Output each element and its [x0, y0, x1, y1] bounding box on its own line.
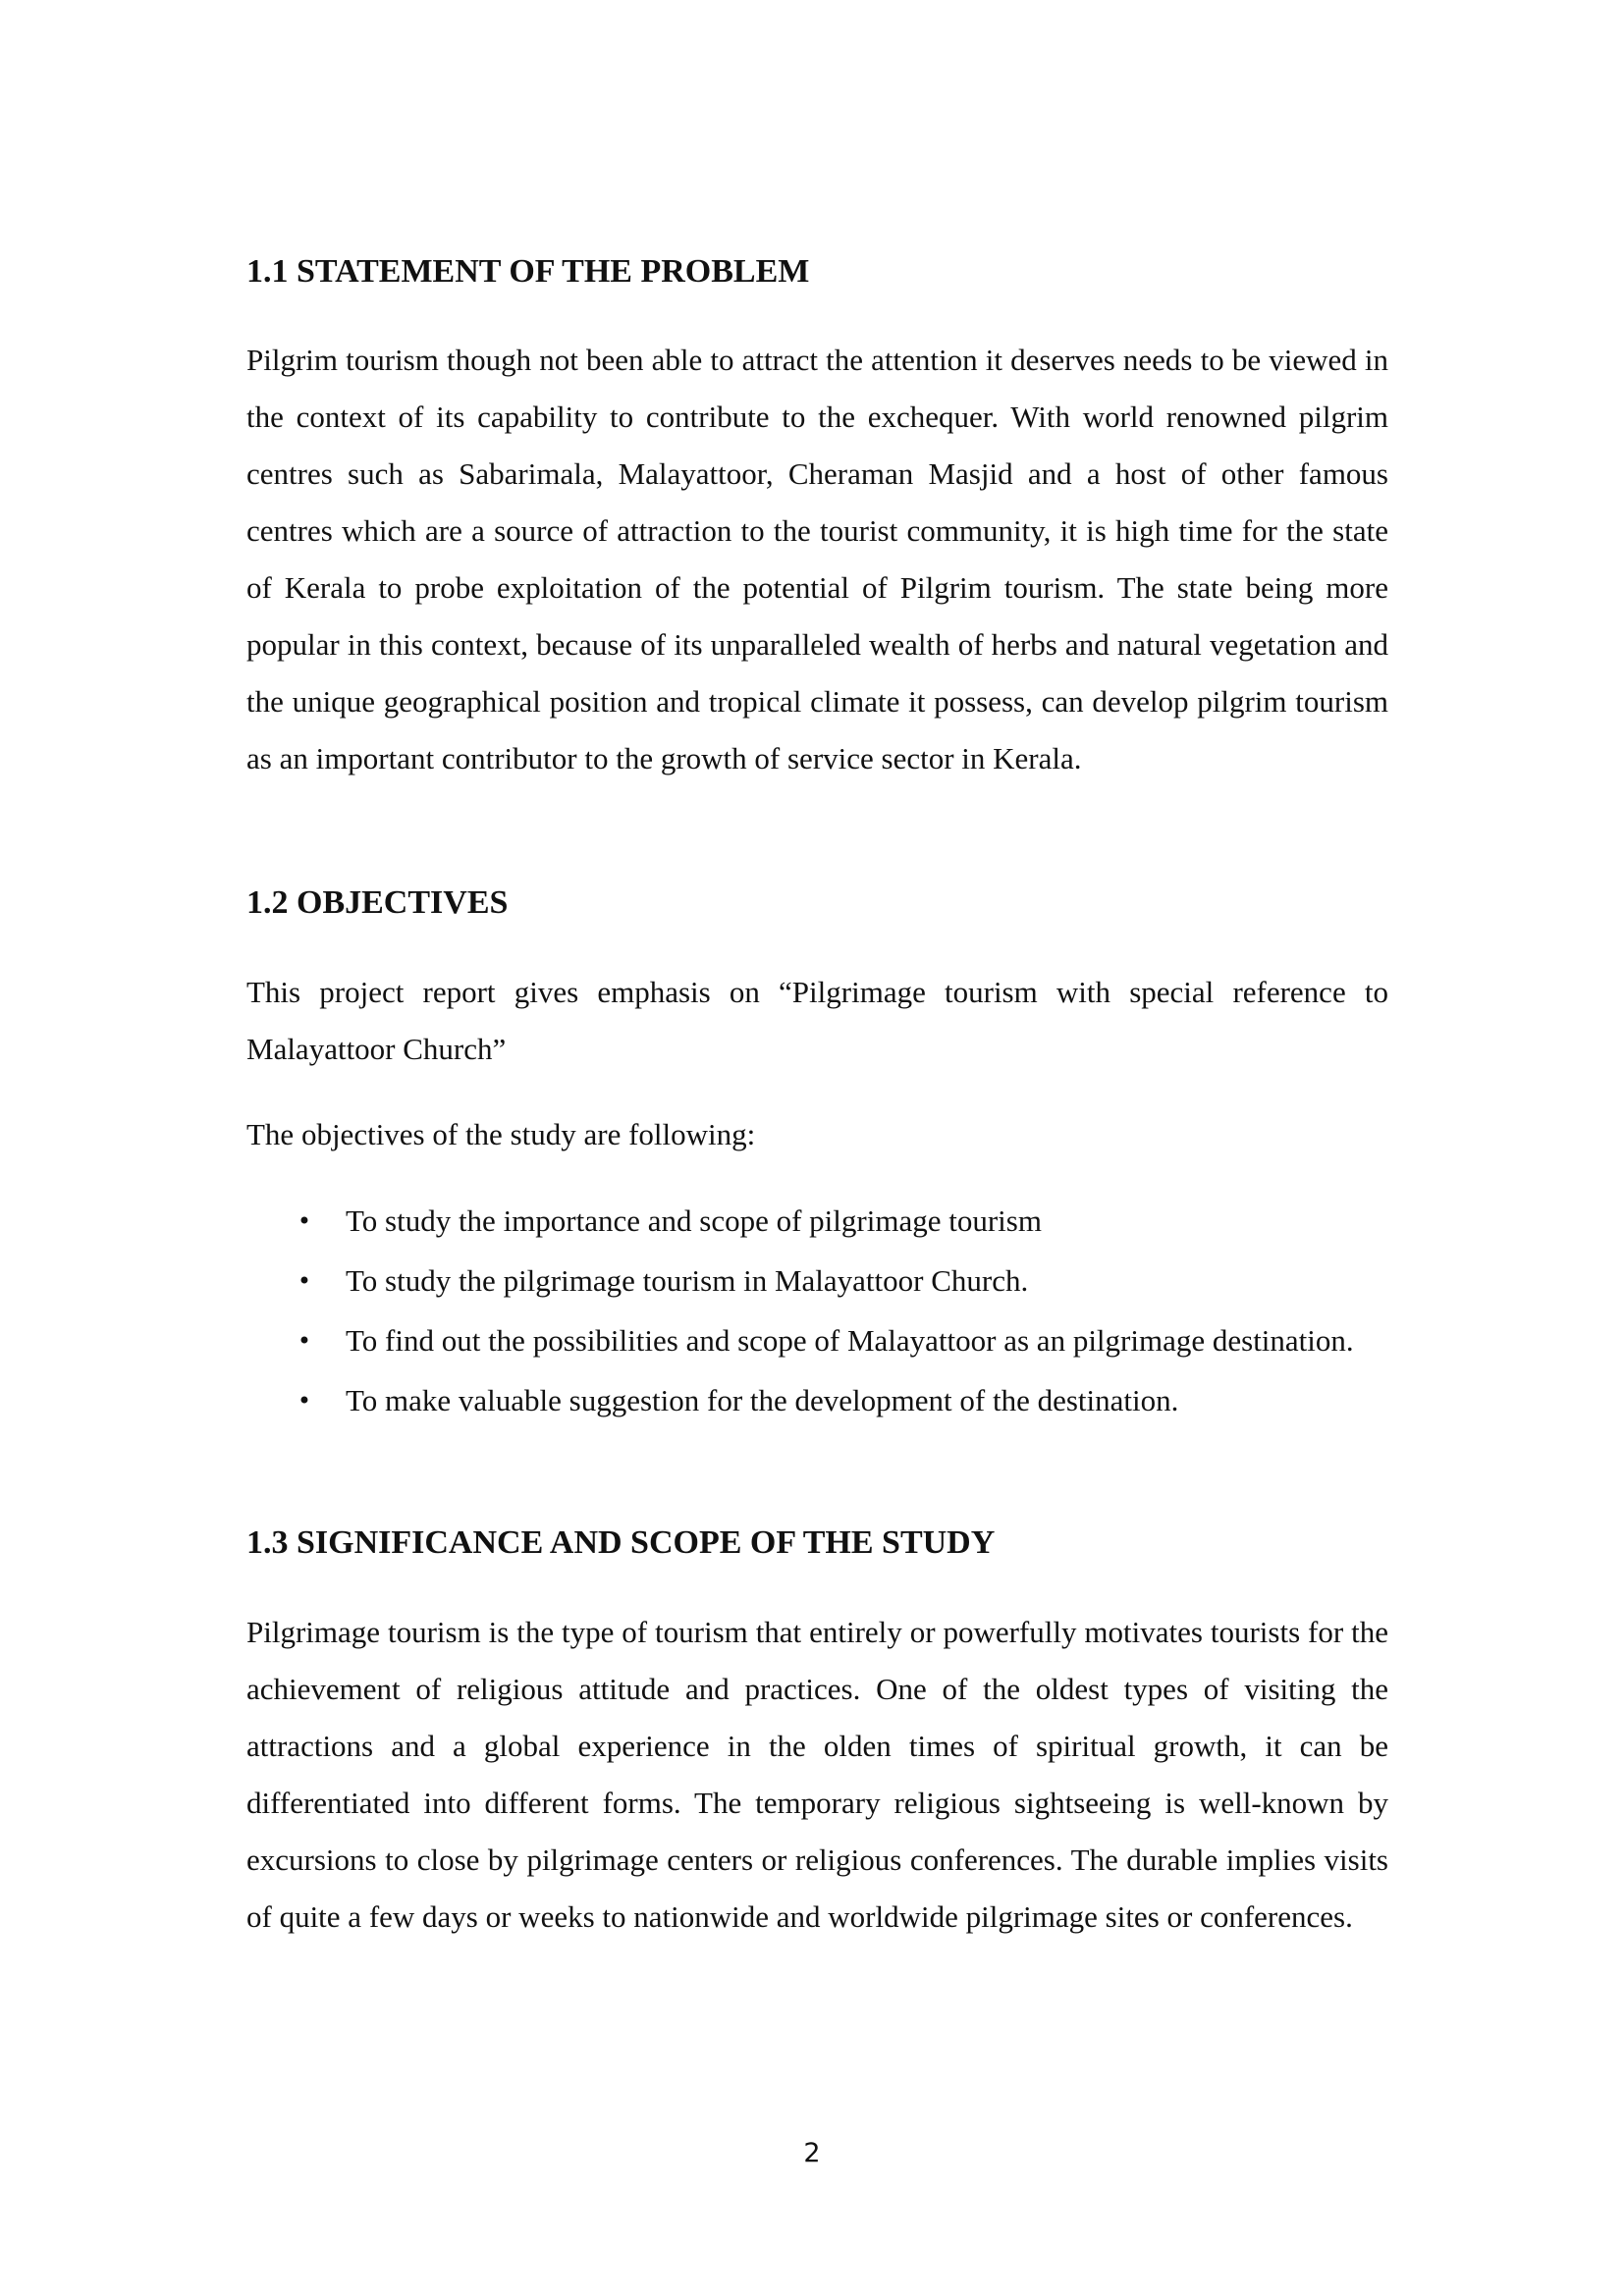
objectives-bullet-list	[246, 1193, 1388, 1432]
significance-and-scope-paragraph: Pilgrimage tourism is the type of tourism that entirely or powerfully motivates tourists for the achievement of religious attitude and practices. One of the oldest types of visiting the attractions and a global experience in the olden times of spiritual growth, it can be differentiated into different forms. The temporary religious sightseeing is well-known by excursions to close by pilgrimage centers or religious conferences. The durable implies visits of quite a few days or weeks to nationwide and worldwide pilgrimage sites or conferences.	[246, 1615, 1388, 1934]
list-item-text: To study the pilgrimage tourism in Malayattoor Church.	[346, 1263, 1029, 1298]
list-item-text: To make valuable suggestion for the development of the destination.	[346, 1383, 1179, 1417]
section-heading-statement-of-problem: 1.1 STATEMENT OF THE PROBLEM	[246, 253, 810, 290]
list-item-text: To find out the possibilities and scope of Malayattoor as an pilgrimage destination.	[346, 1323, 1354, 1358]
section-heading-objectives: 1.2 OBJECTIVES	[246, 884, 509, 921]
list-item	[246, 1253, 1388, 1309]
list-item	[246, 1193, 1388, 1250]
bullet-icon: •	[297, 1327, 312, 1355]
page-number: 2	[803, 2138, 821, 2168]
list-item	[246, 1312, 1388, 1369]
objectives-lead-in-paragraph: The objectives of the study are following:	[246, 1117, 756, 1151]
list-item-text: To study the importance and scope of pilgrimage tourism	[346, 1203, 1042, 1238]
list-item	[246, 1372, 1388, 1429]
section-heading-significance-and-scope: 1.3 SIGNIFICANCE AND SCOPE OF THE STUDY	[246, 1524, 996, 1561]
bullet-icon: •	[297, 1267, 312, 1295]
bullet-icon: •	[297, 1387, 312, 1415]
objectives-intro-paragraph: This project report gives emphasis on “Pilgrimage tourism with special reference to Malayattoor Church”	[246, 975, 1388, 1066]
bullet-icon: •	[297, 1207, 312, 1235]
statement-of-problem-paragraph: Pilgrim tourism though not been able to attract the attention it deserves needs to be viewed in the context of its capability to contribute to the exchequer. With world renowned pilgrim centres such as Sabarimala, Malayattoor, Cheraman Masjid and a host of other famous centres which are a source of attraction to the tourist community, it is high time for the state of Kerala to probe exploitation of the potential of Pilgrim tourism. The state being more popular in this context, because of its unparalleled wealth of herbs and natural vegetation and the unique geographical position and tropical climate it possess, can develop pilgrim tourism as an important contributor to the growth of service sector in Kerala.	[246, 343, 1388, 775]
